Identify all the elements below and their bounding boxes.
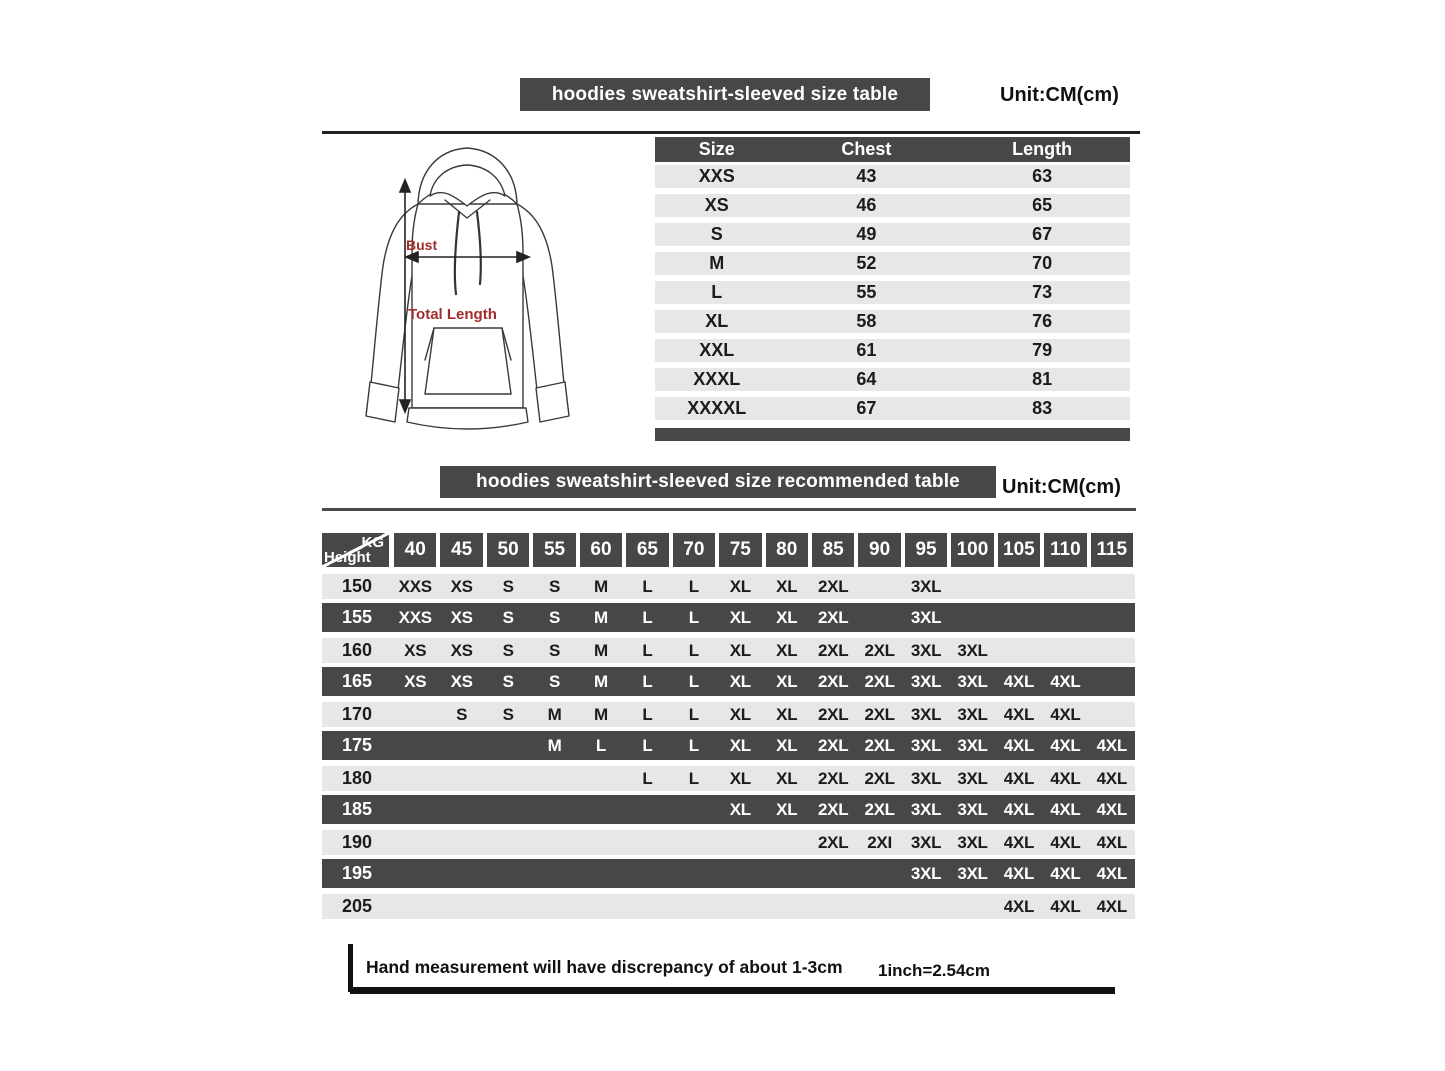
- size-table-cell-length: 73: [1032, 282, 1053, 302]
- size-table-cell-size: S: [710, 224, 723, 244]
- matrix-cell: M: [594, 671, 608, 691]
- height-row-label: 160: [341, 640, 373, 660]
- matrix-cell: XS: [450, 607, 473, 627]
- matrix-cell: 4XL: [1096, 896, 1127, 916]
- matrix-cell: 3XL: [957, 799, 988, 819]
- kg-header-cell: 105: [998, 533, 1040, 567]
- matrix-cell: 3XL: [957, 704, 988, 724]
- size-table-cell-size: M: [709, 253, 725, 273]
- height-row-label: 155: [341, 607, 373, 627]
- size-table-cell-chest: 67: [856, 398, 877, 418]
- size-table-cell-size: XXL: [699, 340, 735, 360]
- size-table-row: [655, 307, 1130, 336]
- divider-middle: [322, 508, 1136, 511]
- hoodie-right-cuff: [536, 382, 569, 422]
- bust-label: Bust: [406, 237, 438, 253]
- matrix-cell: 4XL: [1050, 768, 1081, 788]
- kg-header-cell: 40: [394, 533, 436, 567]
- matrix-cell: XL: [729, 704, 751, 724]
- matrix-cell: 3XL: [957, 768, 988, 788]
- hoodie-diagram: [335, 138, 600, 453]
- matrix-cell: XL: [729, 735, 751, 755]
- unit-label-bottom: Unit:CM(cm): [1002, 476, 1121, 498]
- size-table-cell-length: 70: [1032, 253, 1053, 273]
- matrix-cell: 3XL: [957, 863, 988, 883]
- matrix-cell: 2XL: [818, 768, 849, 788]
- matrix-cell: L: [642, 735, 653, 755]
- matrix-cell: S: [502, 607, 514, 627]
- kg-header-cell: 75: [719, 533, 761, 567]
- size-table-cell-length: 79: [1032, 340, 1053, 360]
- matrix-cell: 3XL: [910, 799, 942, 819]
- matrix-cell: 4XL: [1003, 896, 1035, 916]
- matrix-row: [322, 890, 1135, 922]
- matrix-cell: L: [642, 768, 653, 788]
- matrix-body: [322, 570, 1135, 922]
- matrix-cell: S: [502, 671, 514, 691]
- matrix-row: [322, 634, 1135, 666]
- matrix-cell: L: [688, 607, 699, 627]
- matrix-cell: XL: [776, 735, 798, 755]
- kg-header-cell: 85: [812, 533, 854, 567]
- size-table-cell-length: 67: [1032, 224, 1053, 244]
- matrix-cell: 2XL: [818, 832, 849, 852]
- size-table-cell-size: XL: [705, 311, 729, 331]
- height-row-label: 185: [341, 799, 373, 819]
- total-length-label: Total Length: [408, 306, 497, 323]
- size-table-cell-size: XS: [704, 195, 729, 215]
- matrix-cell: XL: [776, 704, 798, 724]
- kg-header-cell: 115: [1091, 533, 1133, 567]
- column-header-size: Size: [698, 139, 735, 159]
- matrix-cell: 3XL: [910, 576, 942, 596]
- matrix-row: [322, 570, 1135, 602]
- size-table-cell-size: XXXL: [693, 369, 741, 389]
- kg-header-cell: 55: [533, 533, 575, 567]
- kg-header-cell: 80: [766, 533, 808, 567]
- matrix-cell: 4XL: [1003, 704, 1035, 724]
- size-table-cell-chest: 64: [856, 369, 877, 389]
- matrix-cell: M: [594, 704, 608, 724]
- corner-height-label: Height: [324, 549, 371, 566]
- size-table-cell-chest: 55: [856, 282, 877, 302]
- matrix-cell: 4XL: [1050, 832, 1081, 852]
- height-row-label: 175: [341, 735, 373, 755]
- matrix-cell: L: [688, 640, 699, 660]
- matrix-cell: L: [688, 768, 699, 788]
- column-header-length: Length: [1012, 139, 1073, 159]
- size-table-cell-length: 65: [1032, 195, 1053, 215]
- inch-conversion: 1inch=2.54cm: [878, 961, 990, 980]
- kg-header-cell: 70: [673, 533, 715, 567]
- matrix-cell: S: [549, 640, 561, 660]
- size-table-cell-chest: 46: [856, 195, 877, 215]
- matrix-cell: 4XL: [1050, 704, 1081, 724]
- matrix-cell: XS: [404, 640, 427, 660]
- matrix-cell: XL: [729, 799, 751, 819]
- height-row-label: 150: [341, 576, 373, 596]
- kg-header-cell: 65: [626, 533, 668, 567]
- matrix-cell: S: [456, 704, 468, 724]
- matrix-cell: 3XL: [910, 735, 942, 755]
- matrix-cell: XL: [729, 576, 751, 596]
- kg-header-cell: 95: [905, 533, 947, 567]
- height-row-label: 170: [341, 704, 373, 724]
- size-table-footer-band: [655, 428, 1130, 441]
- matrix-cell: 2XL: [864, 735, 895, 755]
- matrix-row: [322, 794, 1135, 826]
- matrix-cell: 4XL: [1050, 799, 1081, 819]
- recommended-table-title: hoodies sweatshirt-sleeved size recommended table: [440, 466, 996, 498]
- matrix-cell: 3XL: [910, 863, 942, 883]
- hoodie-left-sleeve: [371, 204, 418, 390]
- size-table-cell-size: L: [711, 282, 723, 302]
- size-table-row: [655, 220, 1130, 249]
- matrix-cell: XXS: [398, 576, 432, 596]
- matrix-cell: XL: [729, 671, 751, 691]
- size-table-cell-length: 76: [1032, 311, 1053, 331]
- matrix-cell: 4XL: [1096, 799, 1127, 819]
- size-table-cell-chest: 49: [856, 224, 877, 244]
- size-table-row: [655, 249, 1130, 278]
- unit-label-top: Unit:CM(cm): [1000, 84, 1119, 106]
- matrix-cell: XS: [404, 671, 427, 691]
- matrix-cell: XL: [776, 640, 798, 660]
- matrix-cell: 3XL: [910, 671, 942, 691]
- matrix-cell: L: [642, 671, 653, 691]
- height-row-label: 195: [341, 863, 373, 883]
- size-table-row: [655, 162, 1130, 191]
- matrix-cell: 3XL: [910, 832, 942, 852]
- size-table-cell-length: 63: [1032, 166, 1053, 186]
- matrix-cell: 2XI: [867, 832, 892, 852]
- size-table-title: hoodies sweatshirt-sleeved size table: [520, 78, 930, 111]
- matrix-cell: L: [642, 576, 653, 596]
- size-table-cell-chest: 43: [856, 166, 877, 186]
- size-table-row: [655, 278, 1130, 307]
- kg-header-row: [322, 533, 1135, 567]
- matrix-cell: 3XL: [910, 640, 942, 660]
- matrix-cell: XL: [729, 640, 751, 660]
- matrix-cell: 3XL: [957, 671, 988, 691]
- matrix-cell: S: [502, 704, 514, 724]
- matrix-cell: 4XL: [1050, 896, 1081, 916]
- matrix-cell: XS: [450, 671, 473, 691]
- matrix-cell: 3XL: [910, 704, 942, 724]
- kg-header-cell: 45: [440, 533, 482, 567]
- matrix-cell: M: [594, 640, 608, 660]
- matrix-cell: S: [549, 607, 561, 627]
- matrix-cell: 3XL: [957, 735, 988, 755]
- matrix-cell: S: [549, 576, 561, 596]
- matrix-cell: XL: [776, 768, 798, 788]
- matrix-cell: 2XL: [864, 640, 895, 660]
- measurement-note: Hand measurement will have discrepancy of about 1-3cm: [366, 957, 843, 977]
- matrix-row: [322, 858, 1135, 890]
- column-header-chest: Chest: [841, 139, 892, 159]
- matrix-cell: 3XL: [910, 607, 942, 627]
- matrix-cell: XL: [729, 768, 751, 788]
- matrix-cell: 4XL: [1050, 863, 1081, 883]
- matrix-cell: XXS: [398, 607, 432, 627]
- height-row-label: 205: [341, 896, 373, 916]
- matrix-cell: M: [547, 704, 562, 724]
- matrix-row: [322, 698, 1135, 730]
- matrix-row: [322, 666, 1135, 698]
- matrix-cell: M: [547, 735, 562, 755]
- size-table-cell-chest: 52: [856, 253, 877, 273]
- matrix-cell: 2XL: [818, 576, 849, 596]
- size-table-cell-size: XXXXL: [687, 398, 747, 418]
- matrix-cell: 2XL: [864, 768, 895, 788]
- matrix-cell: L: [642, 607, 653, 627]
- matrix-cell: 4XL: [1050, 735, 1081, 755]
- matrix-cell: 2XL: [864, 799, 895, 819]
- note-bottom-bar: [350, 987, 1115, 994]
- matrix-cell: 2XL: [818, 704, 849, 724]
- note-left-bar: [348, 944, 353, 992]
- height-row-label: 190: [341, 832, 373, 852]
- size-table-cell-length: 83: [1032, 398, 1053, 418]
- matrix-cell: 4XL: [1050, 671, 1081, 691]
- matrix-cell: 4XL: [1096, 863, 1127, 883]
- matrix-cell: 4XL: [1003, 768, 1035, 788]
- matrix-cell: XL: [776, 799, 798, 819]
- matrix-cell: M: [594, 607, 608, 627]
- recommended-matrix: [322, 533, 1135, 922]
- matrix-cell: XL: [776, 576, 798, 596]
- kg-header-cell: 110: [1044, 533, 1086, 567]
- matrix-cell: XL: [729, 607, 751, 627]
- matrix-cell: 4XL: [1096, 768, 1127, 788]
- matrix-cell: 4XL: [1003, 832, 1035, 852]
- hoodie-pocket: [425, 328, 511, 394]
- matrix-row: [322, 730, 1135, 762]
- hoodie-right-sleeve: [517, 204, 564, 390]
- matrix-cell: 4XL: [1096, 832, 1127, 852]
- matrix-cell: XS: [450, 640, 473, 660]
- matrix-cell: L: [688, 735, 699, 755]
- matrix-cell: 2XL: [818, 799, 849, 819]
- matrix-cell: 4XL: [1003, 799, 1035, 819]
- matrix-cell: 4XL: [1003, 735, 1035, 755]
- matrix-cell: 2XL: [864, 671, 895, 691]
- matrix-cell: 2XL: [818, 735, 849, 755]
- matrix-row: [322, 762, 1135, 794]
- matrix-cell: 4XL: [1003, 671, 1035, 691]
- matrix-row: [322, 602, 1135, 634]
- matrix-cell: L: [642, 704, 653, 724]
- hoodie-hem-band: [407, 408, 528, 429]
- matrix-cell: 2XL: [818, 640, 849, 660]
- matrix-cell: 2XL: [818, 671, 849, 691]
- size-table-row: [655, 365, 1130, 394]
- matrix-cell: XL: [776, 671, 798, 691]
- size-table-header: [655, 137, 1130, 162]
- kg-header-cell: 50: [487, 533, 529, 567]
- matrix-cell: M: [594, 576, 608, 596]
- height-row-label: 165: [341, 671, 373, 691]
- matrix-cell: 3XL: [957, 832, 988, 852]
- kg-header-cell: 90: [858, 533, 900, 567]
- matrix-cell: L: [688, 704, 699, 724]
- matrix-cell: L: [688, 576, 699, 596]
- matrix-cell: S: [502, 640, 514, 660]
- matrix-cell: XL: [776, 607, 798, 627]
- kg-header-cell: 100: [951, 533, 993, 567]
- size-table-row: [655, 191, 1130, 220]
- kg-header-cell: 60: [580, 533, 622, 567]
- height-row-label: 180: [341, 768, 373, 788]
- size-table: [655, 137, 1130, 441]
- hoodie-left-cuff: [366, 382, 399, 422]
- matrix-cell: 2XL: [818, 607, 849, 627]
- matrix-cell: L: [595, 735, 607, 755]
- corner-kg-label: KG: [361, 534, 384, 551]
- matrix-cell: 4XL: [1096, 735, 1127, 755]
- matrix-cell: XS: [450, 576, 473, 596]
- size-table-cell-chest: 58: [856, 311, 877, 331]
- matrix-cell: 2XL: [864, 704, 895, 724]
- divider-top: [322, 131, 1140, 134]
- size-table-cell-size: XXS: [698, 166, 735, 186]
- matrix-cell: L: [642, 640, 653, 660]
- size-table-cell-length: 81: [1032, 369, 1053, 389]
- matrix-cell: S: [502, 576, 514, 596]
- matrix-cell: 3XL: [910, 768, 942, 788]
- arrow-head-up-icon: [400, 180, 410, 192]
- matrix-cell: S: [549, 671, 561, 691]
- kg-height-corner-cell: [322, 533, 389, 567]
- matrix-cell: 3XL: [957, 640, 988, 660]
- size-table-body: [655, 162, 1130, 423]
- size-table-row: [655, 394, 1130, 423]
- matrix-row: [322, 826, 1135, 858]
- matrix-cell: 4XL: [1003, 863, 1035, 883]
- size-table-row: [655, 336, 1130, 365]
- matrix-cell: L: [688, 671, 699, 691]
- size-table-cell-chest: 61: [856, 340, 877, 360]
